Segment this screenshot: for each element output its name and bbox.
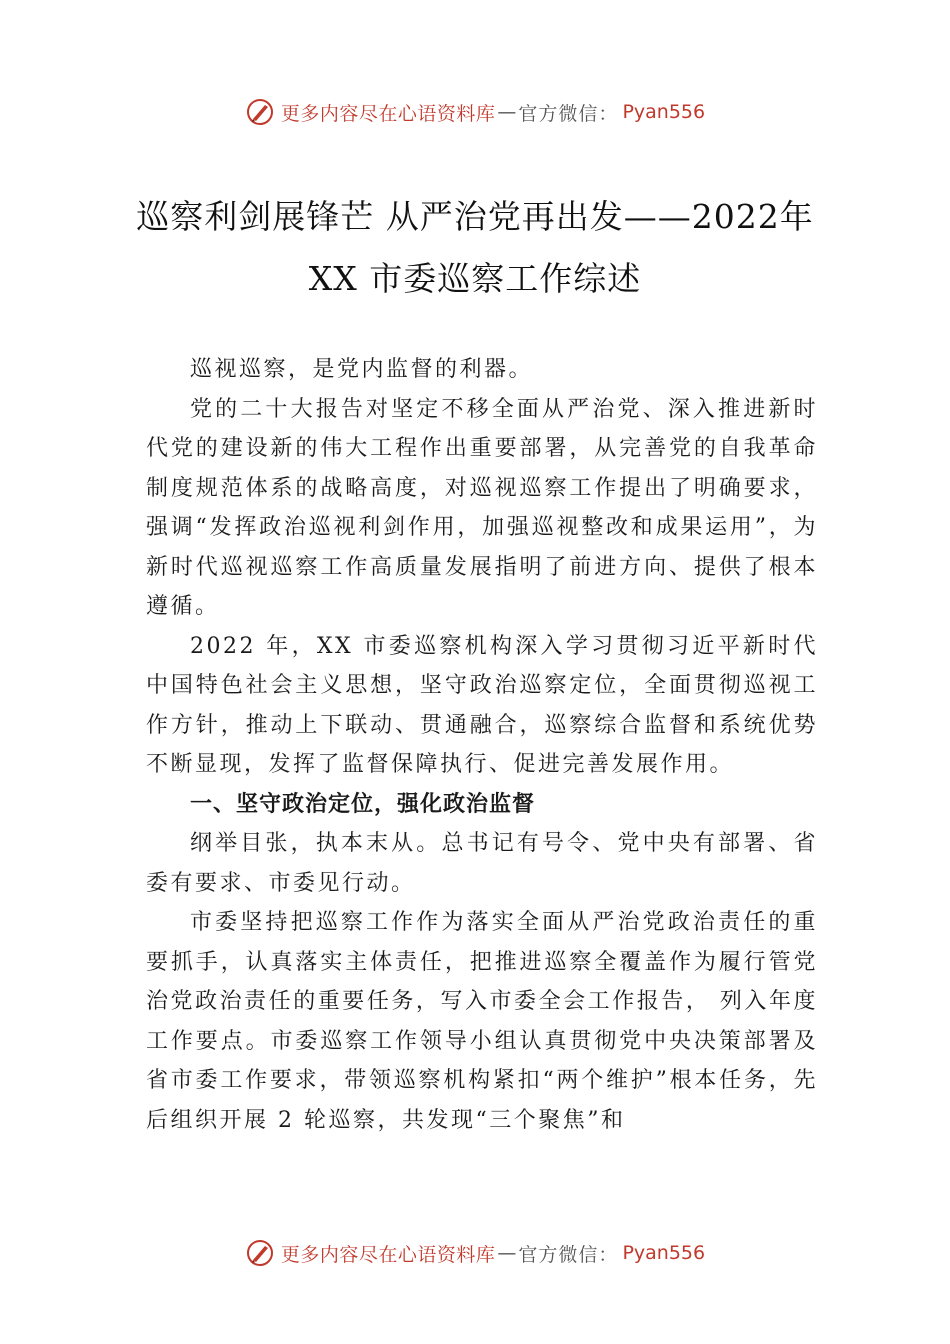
watermark-dash: —: [497, 1242, 517, 1264]
paragraph-section1-body: 市委坚持把巡察工作作为落实全面从严治党政治责任的重要抓手，认真落实主体责任，把推进巡察全覆盖作为履行管党治党政治责任的重要任务，写入市委全会工作报告， 列入年度工作要点。市委巡察工作领导小组认真贯彻党中央决策部署及省市委工作要求，带领巡察机构紧扣“两个维护”根本任务，先后组织开展 2 轮巡察，共发现“三个聚焦”和: [146, 910, 818, 1133]
paragraph-section1-lead: 纲举目张，执本末从。总书记有号令、党中央有部署、省委有要求、市委见行动。: [146, 831, 818, 896]
footer-watermark: [0, 1233, 950, 1273]
watermark-label: 官方微信：: [518, 102, 619, 125]
watermark-brand: 更多内容尽在心语资料库: [280, 102, 496, 125]
watermark-dash: —: [497, 101, 517, 123]
watermark-wechat-id: Pyan556: [622, 1242, 706, 1264]
paragraph-2022: 2022 年，XX 市委巡察机构深入学习贯彻习近平新时代中国特色社会主义思想，坚守政治巡察定位，全面贯彻巡视工作方针，推动上下联动、贯通融合，巡察综合监督和系统优势不断显现，发挥了监督保障执行、促进完善发展作用。: [146, 633, 818, 777]
pen-quill-logo-icon: [245, 97, 275, 127]
paragraph-intro: 巡视巡察，是党内监督的利器。: [190, 357, 534, 382]
paragraph-report: 党的二十大报告对坚定不移全面从严治党、深入推进新时代党的建设新的伟大工程作出重要部署，从完善党的自我革命制度规范体系的战略高度，对巡视巡察工作提出了明确要求，强调“发挥政治巡视利剑作用，加强巡视整改和成果运用”，为新时代巡视巡察工作高质量发展指明了前进方向、提供了根本遵循。: [146, 396, 818, 619]
watermark-label: 官方微信：: [518, 1243, 619, 1266]
document-title: 巡察利剑展锋芒 从严治党再出发——2022年 XX 市委巡察工作综述: [136, 197, 814, 298]
watermark-brand: 更多内容尽在心语资料库: [280, 1243, 496, 1266]
pen-quill-logo-icon: [245, 1238, 275, 1268]
document-body: [146, 350, 818, 1140]
section-heading-1: 一、坚守政治定位，强化政治监督: [190, 791, 536, 817]
watermark-wechat-id: Pyan556: [622, 101, 706, 123]
header-watermark: [0, 92, 950, 132]
